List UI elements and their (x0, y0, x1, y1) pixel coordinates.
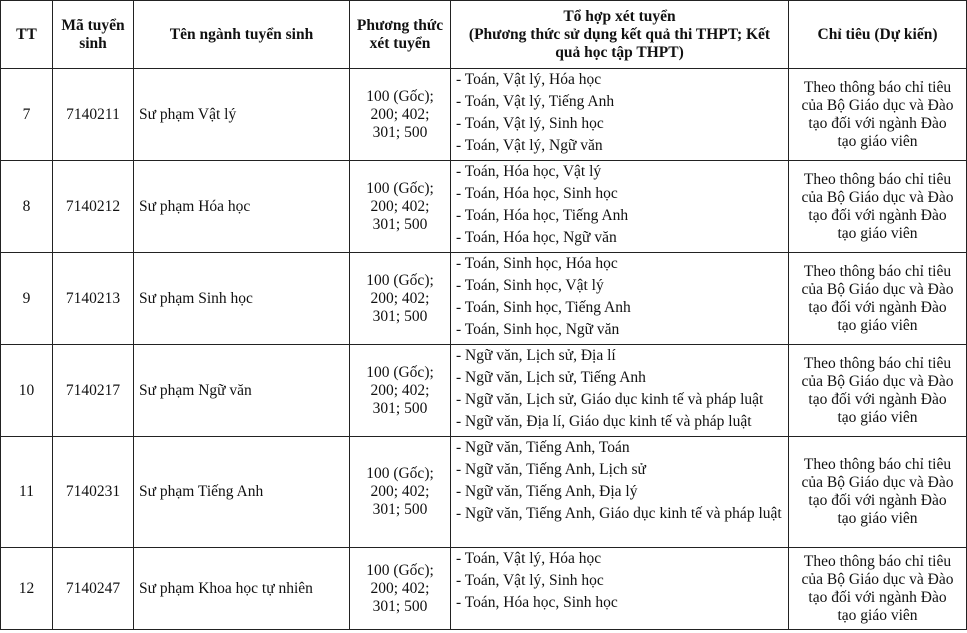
method-line: 200; 402; (370, 579, 430, 597)
combo-item: - Ngữ văn, Lịch sử, Tiếng Anh (456, 369, 646, 386)
combo-item: - Toán, Hóa học, Vật lý (456, 163, 602, 180)
cell-name: Sư phạm Vật lý (134, 69, 350, 161)
combo-item: - Toán, Hóa học, Tiếng Anh (456, 207, 629, 224)
combo-item: - Toán, Hóa học, Sinh học (456, 594, 618, 611)
combo-item: - Toán, Sinh học, Hóa học (456, 255, 618, 272)
method-line: 301; 500 (372, 399, 428, 417)
method-line: 301; 500 (372, 597, 428, 615)
cell-quota (789, 161, 967, 253)
cell-method (350, 548, 451, 630)
header-name: Tên ngành tuyển sinh (134, 1, 350, 69)
quota-line: tạo giáo viên (837, 510, 918, 527)
quota-line: của Bộ Giáo dục và Đào (801, 96, 954, 114)
header-code-line: Mã tuyển (61, 16, 125, 34)
quota-line: của Bộ Giáo dục và Đào (801, 372, 954, 390)
combo-item: - Toán, Vật lý, Hóa học (456, 550, 602, 567)
method-line: 100 (Gốc); (366, 271, 434, 289)
cell-tt: 8 (1, 161, 53, 253)
method-line: 301; 500 (372, 307, 428, 325)
cell-tt: 12 (1, 548, 53, 630)
cell-combos (451, 437, 789, 548)
method-line: 301; 500 (372, 501, 428, 518)
combo-item: - Toán, Hóa học, Ngữ văn (456, 229, 617, 246)
cell-method (350, 253, 451, 345)
cell-code: 7140231 (53, 437, 134, 548)
quota-line: Theo thông báo chỉ tiêu (803, 78, 952, 96)
quota-line: tạo giáo viên (837, 606, 918, 624)
cell-code: 7140211 (53, 69, 134, 161)
header-code (53, 1, 134, 69)
combo-item: - Ngữ văn, Tiếng Anh, Giáo dục kinh tế và pháp luật (456, 505, 782, 522)
table-row (1, 437, 967, 548)
cell-code: 7140213 (53, 253, 134, 345)
cell-name: Sư phạm Sinh học (134, 253, 350, 345)
table-row (1, 345, 967, 437)
combo-item: - Ngữ văn, Tiếng Anh, Địa lý (456, 483, 638, 500)
method-line: 200; 402; (370, 483, 430, 500)
combo-item: - Ngữ văn, Tiếng Anh, Toán (456, 439, 630, 456)
combo-item: - Toán, Hóa học, Sinh học (456, 185, 618, 202)
cell-combos (451, 548, 789, 630)
cell-method (350, 345, 451, 437)
cell-name: Sư phạm Ngữ văn (134, 345, 350, 437)
quota-line: tạo đối với ngành Đào (808, 298, 947, 316)
table-row (1, 548, 967, 630)
header-combo (451, 1, 789, 69)
quota-line: Theo thông báo chỉ tiêu (803, 354, 952, 372)
cell-method (350, 437, 451, 548)
combo-item: - Toán, Vật lý, Ngữ văn (456, 137, 603, 154)
table-row (1, 161, 967, 253)
combo-item: - Toán, Sinh học, Ngữ văn (456, 321, 620, 338)
cell-method (350, 161, 451, 253)
combo-item: - Toán, Sinh học, Tiếng Anh (456, 299, 631, 316)
combo-item: - Toán, Vật lý, Sinh học (456, 572, 604, 589)
method-line: 200; 402; (370, 105, 430, 123)
quota-line: của Bộ Giáo dục và Đào (801, 474, 954, 491)
cell-name: Sư phạm Tiếng Anh (134, 437, 350, 548)
cell-tt: 11 (1, 437, 53, 548)
quota-line: tạo đối với ngành Đào (808, 114, 947, 132)
quota-line: tạo đối với ngành Đào (808, 588, 947, 606)
cell-combos (451, 161, 789, 253)
quota-line: tạo giáo viên (837, 316, 918, 334)
cell-tt: 10 (1, 345, 53, 437)
combo-item: - Ngữ văn, Tiếng Anh, Lịch sử (456, 461, 646, 478)
header-combo-line: quả học tập THPT) (555, 43, 684, 61)
method-line: 301; 500 (372, 215, 428, 233)
combo-item: - Ngữ văn, Lịch sử, Giáo dục kinh tế và pháp luật (456, 391, 764, 408)
combo-item: - Toán, Vật lý, Tiếng Anh (456, 93, 615, 110)
cell-combos (451, 69, 789, 161)
method-line: 200; 402; (370, 289, 430, 307)
cell-quota (789, 253, 967, 345)
cell-code: 7140247 (53, 548, 134, 630)
quota-line: của Bộ Giáo dục và Đào (801, 280, 954, 298)
header-method-line: xét tuyển (369, 34, 431, 52)
quota-line: của Bộ Giáo dục và Đào (801, 570, 954, 588)
quota-line: tạo giáo viên (837, 132, 918, 150)
table-row (1, 253, 967, 345)
quota-line: của Bộ Giáo dục và Đào (801, 188, 954, 206)
quota-line: Theo thông báo chỉ tiêu (803, 262, 952, 280)
quota-line: tạo giáo viên (837, 224, 918, 242)
cell-tt: 9 (1, 253, 53, 345)
cell-quota (789, 437, 967, 548)
header-quota: Chỉ tiêu (Dự kiến) (789, 1, 967, 69)
method-line: 100 (Gốc); (366, 561, 434, 579)
cell-quota (789, 345, 967, 437)
method-line: 200; 402; (370, 197, 430, 215)
cell-code: 7140217 (53, 345, 134, 437)
header-tt: TT (1, 1, 53, 69)
quota-line: tạo giáo viên (837, 408, 918, 426)
quota-line: tạo đối với ngành Đào (808, 206, 947, 224)
cell-combos (451, 345, 789, 437)
quota-line: tạo đối với ngành Đào (808, 492, 947, 509)
method-line: 301; 500 (372, 123, 428, 141)
header-combo-line: Tổ hợp xét tuyển (563, 7, 676, 25)
cell-quota (789, 548, 967, 630)
cell-tt: 7 (1, 69, 53, 161)
combo-item: - Toán, Vật lý, Sinh học (456, 115, 604, 132)
header-combo-line: (Phương thức sử dụng kết quả thi THPT; Kết (468, 25, 771, 43)
quota-line: Theo thông báo chỉ tiêu (803, 170, 952, 188)
header-row (1, 1, 967, 69)
cell-method (350, 69, 451, 161)
combo-item: - Ngữ văn, Lịch sử, Địa lí (456, 347, 616, 364)
cell-quota (789, 69, 967, 161)
method-line: 100 (Gốc); (366, 465, 434, 482)
header-code-line: sinh (79, 34, 107, 52)
method-line: 100 (Gốc); (366, 87, 434, 105)
cell-code: 7140212 (53, 161, 134, 253)
method-line: 200; 402; (370, 381, 430, 399)
cell-name: Sư phạm Hóa học (134, 161, 350, 253)
table-row (1, 69, 967, 161)
method-line: 100 (Gốc); (366, 363, 434, 381)
cell-combos (451, 253, 789, 345)
combo-item: - Toán, Sinh học, Vật lý (456, 277, 604, 294)
quota-line: tạo đối với ngành Đào (808, 390, 947, 408)
header-method-line: Phương thức (356, 16, 444, 34)
quota-line: Theo thông báo chỉ tiêu (803, 552, 952, 570)
cell-name: Sư phạm Khoa học tự nhiên (134, 548, 350, 630)
combo-item: - Ngữ văn, Địa lí, Giáo dục kinh tế và pháp luật (456, 413, 752, 430)
method-line: 100 (Gốc); (366, 179, 434, 197)
quota-line: Theo thông báo chỉ tiêu (803, 456, 952, 473)
combo-item: - Toán, Vật lý, Hóa học (456, 71, 602, 88)
header-method (350, 1, 451, 69)
